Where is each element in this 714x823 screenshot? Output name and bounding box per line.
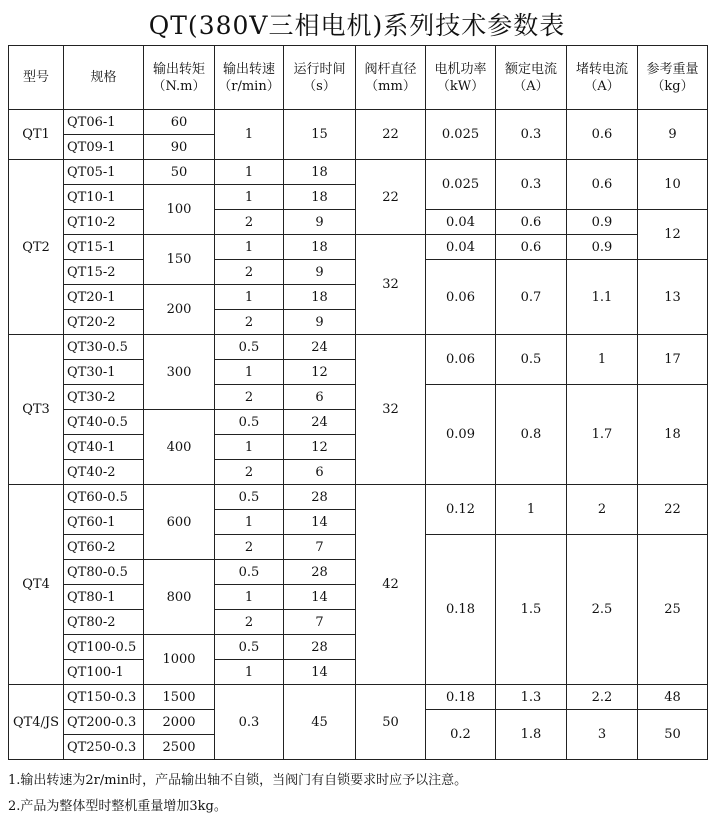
time-cell: 9 [284, 260, 356, 285]
power-cell: 0.2 [426, 710, 496, 760]
time-cell: 7 [284, 535, 356, 560]
weight-cell: 22 [638, 485, 708, 535]
header-stem: 阀杆直径 （mm） [356, 46, 426, 110]
torque-cell: 50 [144, 160, 215, 185]
stem-cell: 32 [356, 335, 426, 485]
power-cell: 0.06 [426, 335, 496, 385]
power-cell: 0.06 [426, 260, 496, 335]
spec-cell: QT100-1 [64, 660, 144, 685]
spec-cell: QT150-0.3 [64, 685, 144, 710]
header-torque: 输出转矩 （N.m） [144, 46, 215, 110]
rated-current-cell: 0.6 [496, 235, 567, 260]
torque-cell: 300 [144, 335, 215, 410]
spec-cell: QT80-0.5 [64, 560, 144, 585]
time-cell: 24 [284, 335, 356, 360]
spec-cell: QT15-1 [64, 235, 144, 260]
spec-cell: QT05-1 [64, 160, 144, 185]
rated-current-cell: 0.8 [496, 385, 567, 485]
speed-cell: 1 [215, 660, 284, 685]
locked-current-cell: 0.9 [567, 210, 638, 235]
time-cell: 14 [284, 660, 356, 685]
header-spec: 规格 [64, 46, 144, 110]
speed-cell: 1 [215, 235, 284, 260]
torque-cell: 150 [144, 235, 215, 285]
speed-cell: 1 [215, 185, 284, 210]
rated-current-cell: 1.3 [496, 685, 567, 710]
time-cell: 9 [284, 310, 356, 335]
stem-cell: 22 [356, 160, 426, 235]
speed-cell: 2 [215, 535, 284, 560]
locked-current-cell: 2 [567, 485, 638, 535]
table-row [9, 685, 708, 710]
torque-cell: 800 [144, 560, 215, 635]
locked-current-cell: 1.7 [567, 385, 638, 485]
time-cell: 28 [284, 485, 356, 510]
speed-cell: 2 [215, 460, 284, 485]
power-cell: 0.09 [426, 385, 496, 485]
time-cell: 12 [284, 360, 356, 385]
torque-cell: 100 [144, 185, 215, 235]
footnote: 1.输出转速为2r/min时，产品输出轴不自锁，当阀门有自锁要求时应予以注意。 [8, 773, 468, 788]
power-cell: 0.12 [426, 485, 496, 535]
time-cell: 14 [284, 510, 356, 535]
spec-cell: QT10-1 [64, 185, 144, 210]
torque-cell: 90 [144, 135, 215, 160]
speed-cell: 2 [215, 610, 284, 635]
time-cell: 28 [284, 560, 356, 585]
power-cell: 0.025 [426, 110, 496, 160]
torque-cell: 200 [144, 285, 215, 335]
spec-cell: QT09-1 [64, 135, 144, 160]
time-cell: 7 [284, 610, 356, 635]
time-cell: 28 [284, 635, 356, 660]
spec-cell: QT200-0.3 [64, 710, 144, 735]
speed-cell: 1 [215, 360, 284, 385]
table-row [9, 110, 708, 135]
spec-cell: QT30-2 [64, 385, 144, 410]
spec-cell: QT60-1 [64, 510, 144, 535]
power-cell: 0.04 [426, 235, 496, 260]
speed-cell: 0.5 [215, 485, 284, 510]
header-time: 运行时间 （s） [284, 46, 356, 110]
model-cell: QT2 [9, 160, 64, 335]
speed-cell: 1 [215, 160, 284, 185]
spec-cell: QT40-0.5 [64, 410, 144, 435]
model-cell: QT4/JS [9, 685, 64, 760]
spec-table [8, 45, 708, 760]
header-speed: 输出转速 （r/min） [215, 46, 284, 110]
power-cell: 0.18 [426, 685, 496, 710]
torque-cell: 400 [144, 410, 215, 485]
locked-current-cell: 0.6 [567, 110, 638, 160]
speed-cell: 0.5 [215, 335, 284, 360]
rated-current-cell: 1.8 [496, 710, 567, 760]
table-row [9, 235, 708, 260]
spec-cell: QT30-1 [64, 360, 144, 385]
locked-current-cell: 1 [567, 335, 638, 385]
stem-cell: 32 [356, 235, 426, 335]
header-power: 电机功率 （kW） [426, 46, 496, 110]
table-row [9, 335, 708, 360]
rated-current-cell: 0.6 [496, 210, 567, 235]
model-cell: QT1 [9, 110, 64, 160]
locked-current-cell: 2.5 [567, 535, 638, 685]
time-cell: 18 [284, 235, 356, 260]
torque-cell: 1500 [144, 685, 215, 710]
spec-cell: QT20-1 [64, 285, 144, 310]
weight-cell: 25 [638, 535, 708, 685]
weight-cell: 10 [638, 160, 708, 210]
header-row [9, 46, 708, 110]
time-cell: 18 [284, 160, 356, 185]
spec-cell: QT15-2 [64, 260, 144, 285]
spec-cell: QT250-0.3 [64, 735, 144, 760]
locked-current-cell: 0.6 [567, 160, 638, 210]
torque-cell: 2500 [144, 735, 215, 760]
rated-current-cell: 1.5 [496, 535, 567, 685]
locked-current-cell: 1.1 [567, 260, 638, 335]
locked-current-cell: 3 [567, 710, 638, 760]
header-weight: 参考重量 （kg） [638, 46, 708, 110]
spec-cell: QT20-2 [64, 310, 144, 335]
time-cell: 9 [284, 210, 356, 235]
speed-cell: 1 [215, 585, 284, 610]
speed-cell: 1 [215, 510, 284, 535]
weight-cell: 13 [638, 260, 708, 335]
time-cell: 14 [284, 585, 356, 610]
page-title: QT(380V三相电机)系列技术参数表 [148, 11, 566, 40]
spec-cell: QT60-0.5 [64, 485, 144, 510]
spec-cell: QT40-2 [64, 460, 144, 485]
rated-current-cell: 0.3 [496, 110, 567, 160]
spec-cell: QT100-0.5 [64, 635, 144, 660]
speed-cell: 0.5 [215, 560, 284, 585]
time-cell: 15 [284, 110, 356, 160]
torque-cell: 600 [144, 485, 215, 560]
time-cell: 12 [284, 435, 356, 460]
header-rated-current: 额定电流 （A） [496, 46, 567, 110]
stem-cell: 42 [356, 485, 426, 685]
spec-cell: QT80-2 [64, 610, 144, 635]
speed-cell: 0.3 [215, 685, 284, 760]
spec-cell: QT60-2 [64, 535, 144, 560]
torque-cell: 1000 [144, 635, 215, 685]
time-cell: 18 [284, 285, 356, 310]
header-locked-current: 堵转电流 （A） [567, 46, 638, 110]
torque-cell: 2000 [144, 710, 215, 735]
speed-cell: 1 [215, 110, 284, 160]
spec-cell: QT80-1 [64, 585, 144, 610]
time-cell: 6 [284, 460, 356, 485]
stem-cell: 22 [356, 110, 426, 160]
power-cell: 0.04 [426, 210, 496, 235]
spec-cell: QT06-1 [64, 110, 144, 135]
speed-cell: 0.5 [215, 635, 284, 660]
header-model: 型号 [9, 46, 64, 110]
speed-cell: 0.5 [215, 410, 284, 435]
torque-cell: 60 [144, 110, 215, 135]
speed-cell: 2 [215, 210, 284, 235]
table-row [9, 160, 708, 185]
speed-cell: 1 [215, 285, 284, 310]
time-cell: 24 [284, 410, 356, 435]
footnote: 2.产品为整体型时整机重量增加3kg。 [8, 799, 227, 814]
spec-cell: QT10-2 [64, 210, 144, 235]
power-cell: 0.18 [426, 535, 496, 685]
weight-cell: 18 [638, 385, 708, 485]
footnotes [8, 768, 467, 820]
weight-cell: 9 [638, 110, 708, 160]
spec-cell: QT30-0.5 [64, 335, 144, 360]
model-cell: QT3 [9, 335, 64, 485]
speed-cell: 1 [215, 435, 284, 460]
weight-cell: 50 [638, 710, 708, 760]
time-cell: 45 [284, 685, 356, 760]
weight-cell: 48 [638, 685, 708, 710]
model-cell: QT4 [9, 485, 64, 685]
rated-current-cell: 1 [496, 485, 567, 535]
spec-cell: QT40-1 [64, 435, 144, 460]
rated-current-cell: 0.7 [496, 260, 567, 335]
stem-cell: 50 [356, 685, 426, 760]
rated-current-cell: 0.5 [496, 335, 567, 385]
locked-current-cell: 2.2 [567, 685, 638, 710]
power-cell: 0.025 [426, 160, 496, 210]
speed-cell: 2 [215, 385, 284, 410]
time-cell: 6 [284, 385, 356, 410]
rated-current-cell: 0.3 [496, 160, 567, 210]
speed-cell: 2 [215, 310, 284, 335]
speed-cell: 2 [215, 260, 284, 285]
weight-cell: 12 [638, 210, 708, 260]
time-cell: 18 [284, 185, 356, 210]
table-row [9, 485, 708, 510]
weight-cell: 17 [638, 335, 708, 385]
locked-current-cell: 0.9 [567, 235, 638, 260]
